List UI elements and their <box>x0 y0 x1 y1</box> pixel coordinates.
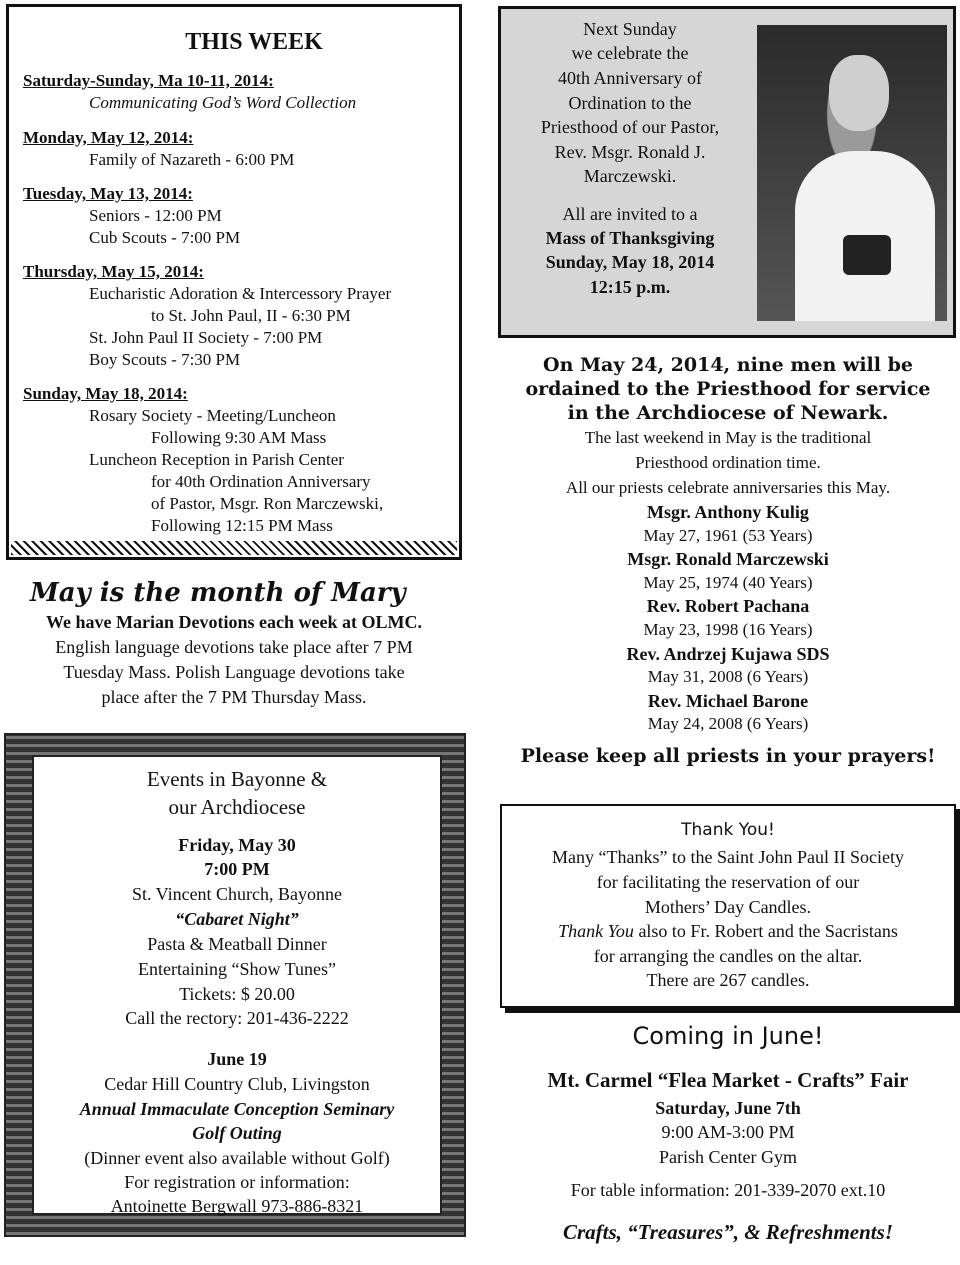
event-name: “Cabaret Night” <box>175 909 299 929</box>
priest-name: Rev. Michael Barone <box>647 691 809 711</box>
event-date: Friday, May 30 <box>178 835 296 855</box>
ordination-heading: in the Archdiocese of Newark. <box>567 402 889 424</box>
event-line: Pasta & Meatball Dinner <box>147 934 327 954</box>
anniv-line: Priesthood of our Pastor, <box>540 117 720 137</box>
mary-title: May is the month of Mary <box>30 578 406 608</box>
fair-info: For table information: 201-339-2070 ext.10 <box>570 1180 886 1200</box>
anniv-line: Next Sunday <box>583 19 677 39</box>
priest-name: Msgr. Ronald Marczewski <box>627 549 829 569</box>
day-heading: Monday, May 12, 2014: <box>23 128 194 147</box>
mary-line: Tuesday Mass. Polish Language devotions take <box>63 662 405 682</box>
event-time: 7:00 PM <box>204 859 270 879</box>
anniv-line: 40th Anniversary of <box>558 68 702 88</box>
priest-date: May 27, 1961 (53 Years) <box>643 526 813 545</box>
event-line: to St. John Paul, II - 6:30 PM <box>151 306 351 325</box>
priest-name: Msgr. Anthony Kulig <box>647 502 809 522</box>
event-line: Rosary Society - Meeting/Luncheon <box>89 406 336 425</box>
thank-you-line: There are 267 candles. <box>646 970 810 990</box>
fair-place: Parish Center Gym <box>659 1147 797 1167</box>
mary-line: We have Marian Devotions each week at OLMC. <box>46 612 422 632</box>
thank-you-line: for facilitating the reservation of our <box>596 872 860 892</box>
events-title: our Archdiocese <box>168 795 306 819</box>
day-heading: Sunday, May 18, 2014: <box>23 384 188 403</box>
fair-tagline: Crafts, “Treasures”, & Refreshments! <box>562 1220 893 1244</box>
event-line: of Pastor, Msgr. Ron Marczewski, <box>151 494 384 513</box>
anniv-line: we celebrate the <box>571 43 689 63</box>
ordination-note: The last weekend in May is the traditional <box>584 428 872 447</box>
priest-date: May 23, 1998 (16 Years) <box>643 620 813 639</box>
day-heading: Tuesday, May 13, 2014: <box>23 184 193 203</box>
anniv-time: 12:15 p.m. <box>589 277 671 297</box>
anniv-date: Sunday, May 18, 2014 <box>545 252 715 272</box>
event-date: June 19 <box>207 1049 267 1069</box>
events-title: Events in Bayonne & <box>146 767 328 791</box>
thank-you-rest: also to Fr. Robert and the Sacristans <box>633 921 898 941</box>
thank-you-title: Thank You! <box>681 820 775 840</box>
event-line: Eucharistic Adoration & Intercessory Prayer <box>89 284 392 303</box>
event-line: Luncheon Reception in Parish Center <box>89 450 344 469</box>
thank-you-box <box>500 804 956 1008</box>
june-title: Coming in June! <box>632 1022 824 1050</box>
priest-date: May 24, 2008 (6 Years) <box>647 714 809 733</box>
day-heading: Saturday-Sunday, Ma 10-11, 2014: <box>23 71 274 90</box>
event-line: Boy Scouts - 7:30 PM <box>89 350 241 369</box>
event-line: Following 9:30 AM Mass <box>151 428 327 447</box>
ordination-note: Priesthood ordination time. <box>635 453 821 472</box>
fair-date: Saturday, June 7th <box>655 1098 801 1118</box>
event-line: St. John Paul II Society - 7:00 PM <box>89 328 323 347</box>
fair-title: Mt. Carmel “Flea Market - Crafts” Fair <box>547 1068 909 1092</box>
day-heading: Thursday, May 15, 2014: <box>23 262 204 281</box>
priest-name: Rev. Andrzej Kujawa SDS <box>626 644 830 664</box>
event-line: Call the rectory: 201-436-2222 <box>125 1008 349 1028</box>
anniv-line: All are invited to a <box>562 204 698 224</box>
event-line: For registration or information: <box>124 1172 350 1192</box>
ordination-heading: ordained to the Priesthood for service <box>525 378 931 400</box>
event-line: Seniors - 12:00 PM <box>89 206 222 225</box>
face-shape <box>829 55 889 131</box>
event-line: Entertaining “Show Tunes” <box>138 959 336 979</box>
thank-you-line <box>502 921 954 942</box>
event-name: Golf Outing <box>192 1123 282 1143</box>
anniv-line: Marczewski. <box>583 166 677 186</box>
event-line: Following 12:15 PM Mass <box>151 516 333 535</box>
anniv-mass: Mass of Thanksgiving <box>545 228 715 248</box>
priest-date: May 25, 1974 (40 Years) <box>643 573 813 592</box>
anniv-line: Ordination to the <box>568 93 692 113</box>
pastor-photo <box>757 25 947 321</box>
event-line: for 40th Ordination Anniversary <box>151 472 371 491</box>
events-panel <box>32 755 442 1215</box>
event-line: Antoinette Bergwall 973-886-8321 <box>110 1196 364 1216</box>
event-line: Tickets: $ 20.00 <box>179 984 295 1004</box>
event-line: Communicating God’s Word Collection <box>89 93 357 112</box>
event-line: (Dinner event also available without Golf) <box>84 1148 390 1168</box>
fair-time: 9:00 AM-3:00 PM <box>661 1122 795 1142</box>
prayer-closing: Please keep all priests in your prayers! <box>520 745 936 767</box>
this-week-title: THIS WEEK <box>185 29 323 55</box>
ordination-heading: On May 24, 2014, nine men will be <box>543 354 913 376</box>
event-line: Family of Nazareth - 6:00 PM <box>89 150 295 169</box>
event-line: Cedar Hill Country Club, Livingston <box>104 1074 370 1094</box>
anniv-line: Rev. Msgr. Ronald J. <box>554 142 706 162</box>
priest-date: May 31, 2008 (6 Years) <box>647 667 809 686</box>
events-box <box>4 733 466 1237</box>
thank-you-italic: Thank You <box>558 921 634 941</box>
thank-you-line: for arranging the candles on the altar. <box>593 946 863 966</box>
mary-line: place after the 7 PM Thursday Mass. <box>101 687 367 707</box>
event-name: Annual Immaculate Conception Seminary <box>79 1099 395 1119</box>
this-week-box <box>6 4 462 560</box>
mary-line: English language devotions take place after 7 PM <box>55 637 413 657</box>
book-shape <box>843 235 891 275</box>
event-line: Cub Scouts - 7:00 PM <box>89 228 241 247</box>
priest-name: Rev. Robert Pachana <box>646 596 810 616</box>
thank-you-line: Many “Thanks” to the Saint John Paul II Society <box>552 847 904 867</box>
thank-you-line: Mothers’ Day Candles. <box>644 897 812 917</box>
event-line: St. Vincent Church, Bayonne <box>131 884 343 904</box>
ordination-note: All our priests celebrate anniversaries this May. <box>565 478 891 497</box>
anniversary-box <box>498 6 956 338</box>
